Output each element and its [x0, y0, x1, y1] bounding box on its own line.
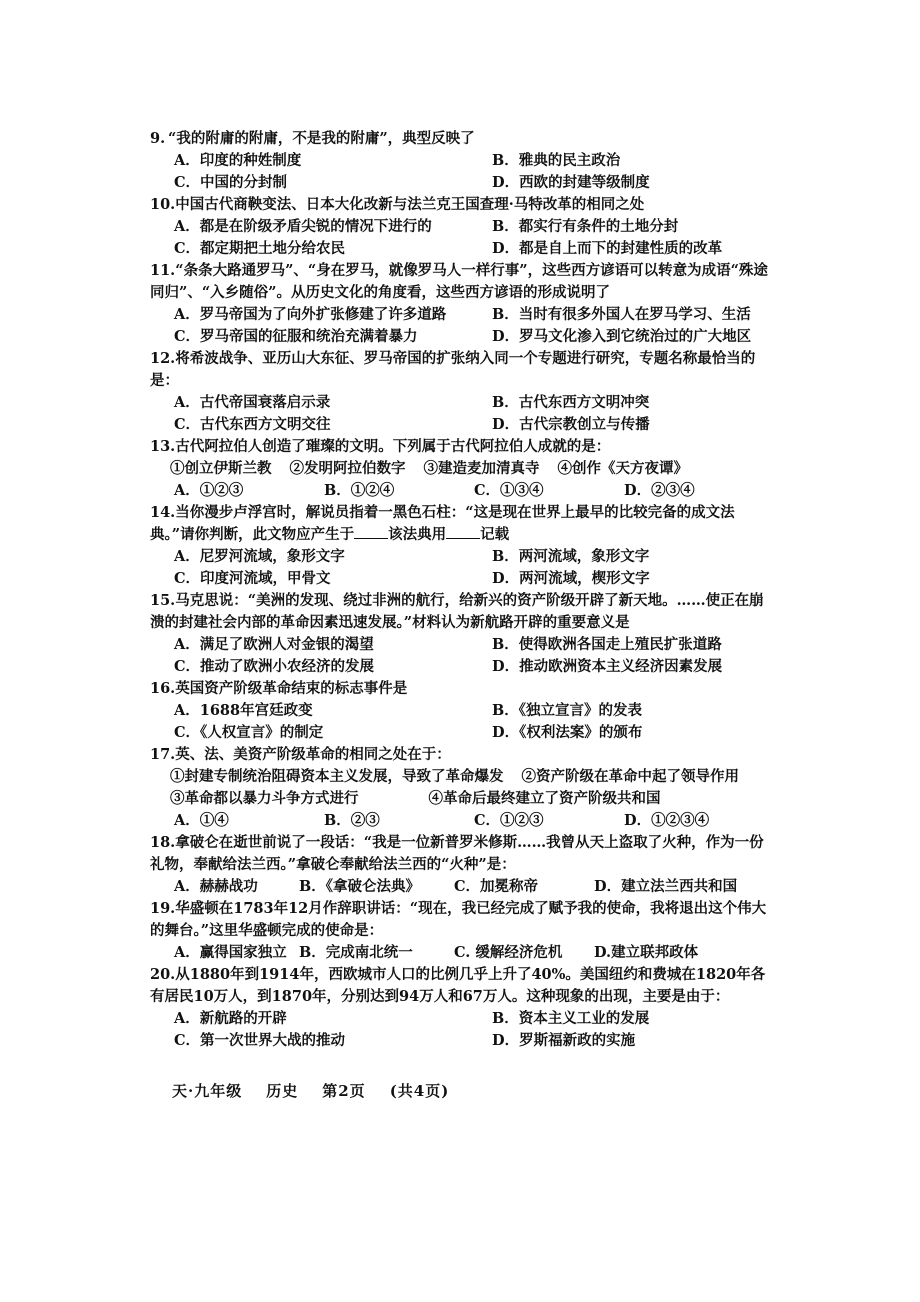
question-14	[150, 502, 775, 590]
option-c: C．推动了欧洲小农经济的发展	[174, 658, 375, 675]
option-a: A．赫赫战功	[174, 878, 258, 895]
option-c: C．加冕称帝	[454, 878, 539, 895]
option-a: A．①④	[174, 812, 229, 829]
question-9	[150, 128, 775, 194]
option-a: A．1688年宫廷政变	[174, 702, 313, 719]
statement-list	[150, 458, 775, 480]
option-b: B．古代东西方文明冲突	[492, 394, 650, 411]
question-stem: 9. “我的附庸的附庸，不是我的附庸”，典型反映了	[150, 130, 475, 147]
statement-list	[150, 766, 775, 810]
options	[150, 810, 775, 832]
options	[150, 634, 775, 678]
option-c: C．古代东西方文明交往	[174, 416, 331, 433]
footer-subject: 历史	[266, 1082, 299, 1100]
question-12	[150, 348, 775, 436]
option-b: B．完成南北统一	[299, 944, 413, 961]
question-stem: 19.华盛顿在1783年12月作辞职讲话：“现在，我已经完成了赋予我的使命，我将退出这个伟大的舞台。”这里华盛顿完成的使命是：	[150, 900, 767, 939]
option-c: C．①③④	[474, 482, 544, 499]
option-c: C．罗马帝国的征服和统治充满着暴力	[174, 328, 418, 345]
question-stem: 14.当你漫步卢浮宫时，解说员指着一黑色石柱：“这是现在世界上最早的比较完备的成文法典。”请你判断，此文物应产生于 该法典用 记载	[150, 504, 735, 543]
option-a: A．都是在阶级矛盾尖锐的情况下进行的	[174, 218, 432, 235]
options	[150, 700, 775, 744]
option-c: C．第一次世界大战的推动	[174, 1032, 346, 1049]
option-d: D．罗斯福新政的实施	[492, 1032, 636, 1049]
question-stem: 16.英国资产阶级革命结束的标志事件是	[150, 680, 408, 697]
option-a: A．印度的种姓制度	[174, 152, 302, 169]
options	[150, 216, 775, 260]
option-b: B．①②④	[324, 482, 395, 499]
options	[150, 150, 775, 194]
option-a: A．①②③	[174, 482, 244, 499]
option-c: C．都定期把土地分给农民	[174, 240, 346, 257]
option-a: A．古代帝国衰落启示录	[174, 394, 331, 411]
statement-item: ③革命都以暴力斗争方式进行	[170, 790, 359, 807]
option-a: A．尼罗河流域，象形文字	[174, 548, 345, 565]
question-stem: 12.将希波战争、亚历山大东征、罗马帝国的扩张纳入同一个专题进行研究，专题名称最恰当的是：	[150, 350, 756, 389]
question-stem: 20.从1880年到1914年，西欧城市人口的比例几乎上升了40%。美国纽约和费城在1820年各有居民10万人，到1870年，分别达到94万人和67万人。这种现象的出现，主要是由于：	[150, 966, 766, 1005]
question-10	[150, 194, 775, 260]
question-stem: 17.英、法、美资产阶级革命的相同之处在于：	[150, 746, 451, 763]
option-d: D．罗马文化渗入到它统治过的广大地区	[492, 328, 752, 345]
footer-total-pages: (共4页)	[389, 1082, 450, 1100]
option-c: C．①②③	[474, 812, 544, 829]
footer-page-number: 第2页	[322, 1082, 366, 1100]
question-stem: 13.古代阿拉伯人创造了璀璨的文明。下列属于古代阿拉伯人成就的是：	[150, 438, 611, 455]
option-d: D．古代宗教创立与传播	[492, 416, 650, 433]
question-20	[150, 964, 775, 1052]
options	[150, 942, 775, 964]
option-b: B．当时有很多外国人在罗马学习、生活	[492, 306, 751, 323]
options	[150, 876, 775, 898]
exam-page	[150, 128, 775, 1052]
option-d: D．都是自上而下的封建性质的改革	[492, 240, 723, 257]
option-d: D．《权利法案》的颁布	[492, 724, 643, 741]
option-d: D．两河流域，楔形文字	[492, 570, 650, 587]
option-d: D．建立法兰西共和国	[594, 878, 738, 895]
option-b: B．两河流域，象形文字	[492, 548, 650, 565]
statement-item: ③建造麦加清真寺	[423, 460, 540, 477]
options	[150, 546, 775, 590]
question-11	[150, 260, 775, 348]
question-18	[150, 832, 775, 898]
statement-item: ④创作《天方夜谭》	[557, 460, 688, 477]
option-b: B．都实行有条件的土地分封	[492, 218, 679, 235]
option-c: C. 缓解经济危机	[454, 944, 563, 961]
option-d: D．②③④	[624, 482, 695, 499]
option-a: A．新航路的开辟	[174, 1010, 287, 1027]
option-a: A．满足了欧洲人对金银的渴望	[174, 636, 374, 653]
statement-item: ①创立伊斯兰教	[170, 460, 272, 477]
option-a: A．罗马帝国为了向外扩张修建了许多道路	[174, 306, 447, 323]
statement-item: ②资产阶级在革命中起了领导作用	[521, 768, 739, 785]
statement-item: ②发明阿拉伯数字	[289, 460, 406, 477]
question-stem: 18.拿破仑在逝世前说了一段话：“我是一位新普罗米修斯……我曾从天上盗取了火种，作为一份礼物，奉献给法兰西。”拿破仑奉献给法兰西的“火种”是：	[150, 834, 764, 873]
question-stem: 11.“条条大路通罗马”、“身在罗马，就像罗马人一样行事”，这些西方谚语可以转意为成语“殊途同归”、“入乡随俗”。从历史文化的角度看，这些西方谚语的形成说明了	[150, 262, 768, 301]
footer-grade: 天·九年级	[172, 1082, 243, 1100]
answer-blank	[354, 524, 388, 539]
option-b: B．《拿破仑法典》	[299, 878, 421, 895]
question-17	[150, 744, 775, 832]
question-13	[150, 436, 775, 502]
option-c: C．《人权宣言》的制定	[174, 724, 324, 741]
page-footer	[172, 1080, 449, 1101]
option-b: B．《独立宣言》的发表	[492, 702, 643, 719]
option-b: B．②③	[324, 812, 380, 829]
option-b: B．雅典的民主政治	[492, 152, 621, 169]
options	[150, 304, 775, 348]
question-stem: 15.马克思说：“美洲的发现、绕过非洲的航行，给新兴的资产阶级开辟了新天地。……使正在崩溃的封建社会内部的革命因素迅速发展。”材料认为新航路开辟的重要意义是	[150, 592, 764, 631]
answer-blank	[446, 524, 480, 539]
question-19	[150, 898, 775, 964]
options	[150, 480, 775, 502]
option-d: D.建立联邦政体	[594, 944, 699, 961]
question-16	[150, 678, 775, 744]
options	[150, 392, 775, 436]
option-b: B．资本主义工业的发展	[492, 1010, 650, 1027]
question-stem: 10.中国古代商鞅变法、日本大化改新与法兰克王国查理·马特改革的相同之处	[150, 196, 645, 213]
option-c: C．中国的分封制	[174, 174, 288, 191]
option-b: B．使得欧洲各国走上殖民扩张道路	[492, 636, 722, 653]
option-d: D．西欧的封建等级制度	[492, 174, 650, 191]
option-d: D．①②③④	[624, 812, 710, 829]
options	[150, 1008, 775, 1052]
option-a: A．赢得国家独立	[174, 944, 287, 961]
question-15	[150, 590, 775, 678]
statement-item: ①封建专制统治阻碍资本主义发展，导致了革命爆发	[170, 768, 504, 785]
option-c: C．印度河流域，甲骨文	[174, 570, 331, 587]
statement-item: ④革命后最终建立了资产阶级共和国	[428, 790, 661, 807]
option-d: D．推动欧洲资本主义经济因素发展	[492, 658, 723, 675]
